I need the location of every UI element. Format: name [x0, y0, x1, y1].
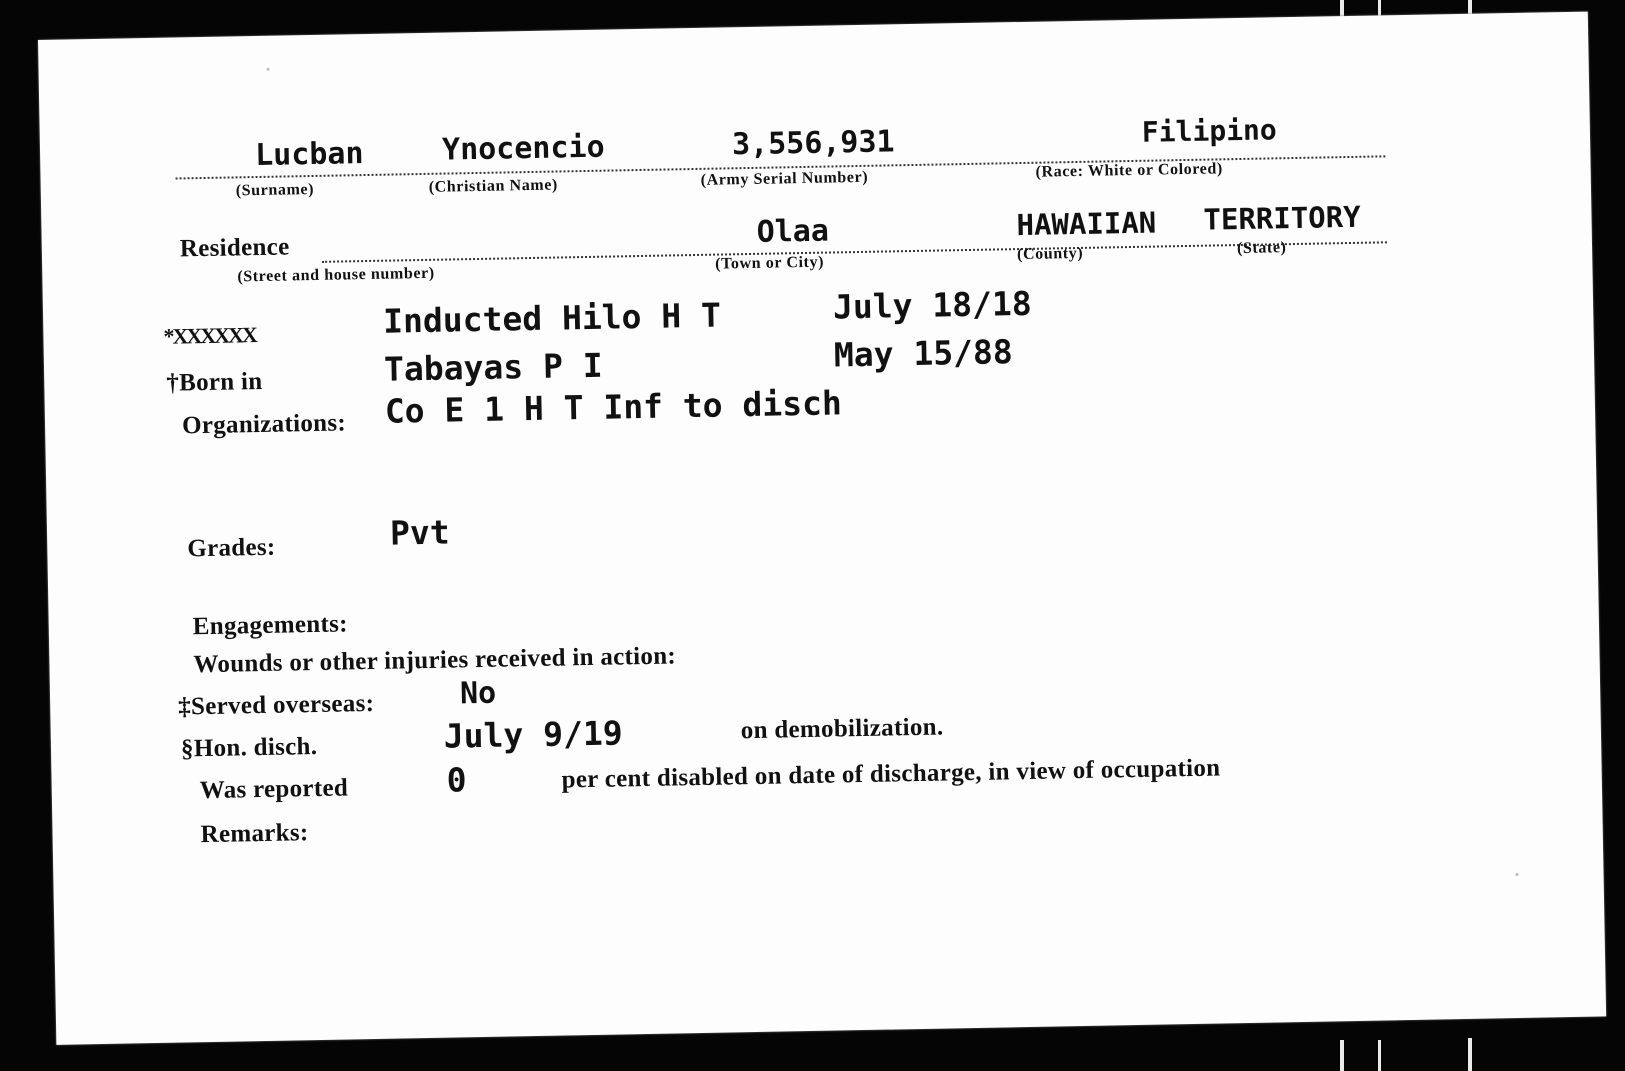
reported-note: per cent disabled on date of discharge, in view of occupation [561, 754, 1221, 794]
serial-number-value: 3,556,931 [731, 124, 895, 163]
engagements-label: Engagements: [192, 610, 348, 641]
grades-value: Pvt [389, 512, 451, 553]
hon-disch-date: July 9/19 [443, 713, 623, 756]
born-date: May 15/88 [833, 332, 1014, 375]
surname-value: Lucban [254, 136, 364, 174]
struck-out-label: *XXXXXX [163, 322, 256, 349]
born-place: Tabayas P I [383, 345, 603, 389]
service-record-card [38, 12, 1606, 1045]
town-value: Olaa [756, 213, 830, 250]
christian-name-caption: (Christian Name) [428, 176, 559, 196]
film-speck [267, 68, 270, 71]
inducted-date: July 18/18 [832, 283, 1033, 327]
reported-value: 0 [446, 760, 467, 800]
residence-label: Residence [180, 233, 292, 263]
born-label: †Born in [166, 367, 263, 397]
race-value: Filipino [1141, 113, 1278, 149]
organizations-value: Co E 1 H T Inf to disch [384, 383, 843, 431]
street-caption: (Street and house number) [237, 264, 435, 286]
state-value: TERRITORY [1203, 199, 1361, 237]
dotted-line [322, 241, 1387, 263]
christian-name-value: Ynocencio [441, 129, 605, 168]
inducted-value: Inducted Hilo H T [382, 295, 722, 341]
film-speck [1516, 873, 1519, 876]
surname-caption: (Surname) [235, 180, 315, 200]
race-caption: (Race: White or Colored) [1035, 160, 1223, 181]
film-stripe [1468, 1038, 1472, 1071]
county-value: HAWAIIAN [1016, 205, 1157, 243]
serial-caption: (Army Serial Number) [700, 168, 869, 189]
reported-label: Was reported [199, 774, 349, 805]
town-caption: (Town or City) [715, 253, 825, 273]
hon-disch-label: §Hon. disch. [180, 733, 318, 763]
grades-label: Grades: [187, 533, 276, 563]
served-overseas-label: ‡Served overseas: [177, 689, 375, 721]
hon-disch-note: on demobilization. [740, 713, 944, 745]
served-overseas-value: No [459, 675, 497, 712]
organizations-label: Organizations: [181, 409, 347, 440]
remarks-label: Remarks: [200, 819, 309, 849]
state-caption: (State) [1236, 239, 1287, 258]
wounds-label: Wounds or other injuries received in action: [193, 642, 677, 679]
county-caption: (County) [1016, 244, 1084, 264]
film-stripe [1340, 1040, 1344, 1071]
film-stripe [1378, 1040, 1381, 1071]
